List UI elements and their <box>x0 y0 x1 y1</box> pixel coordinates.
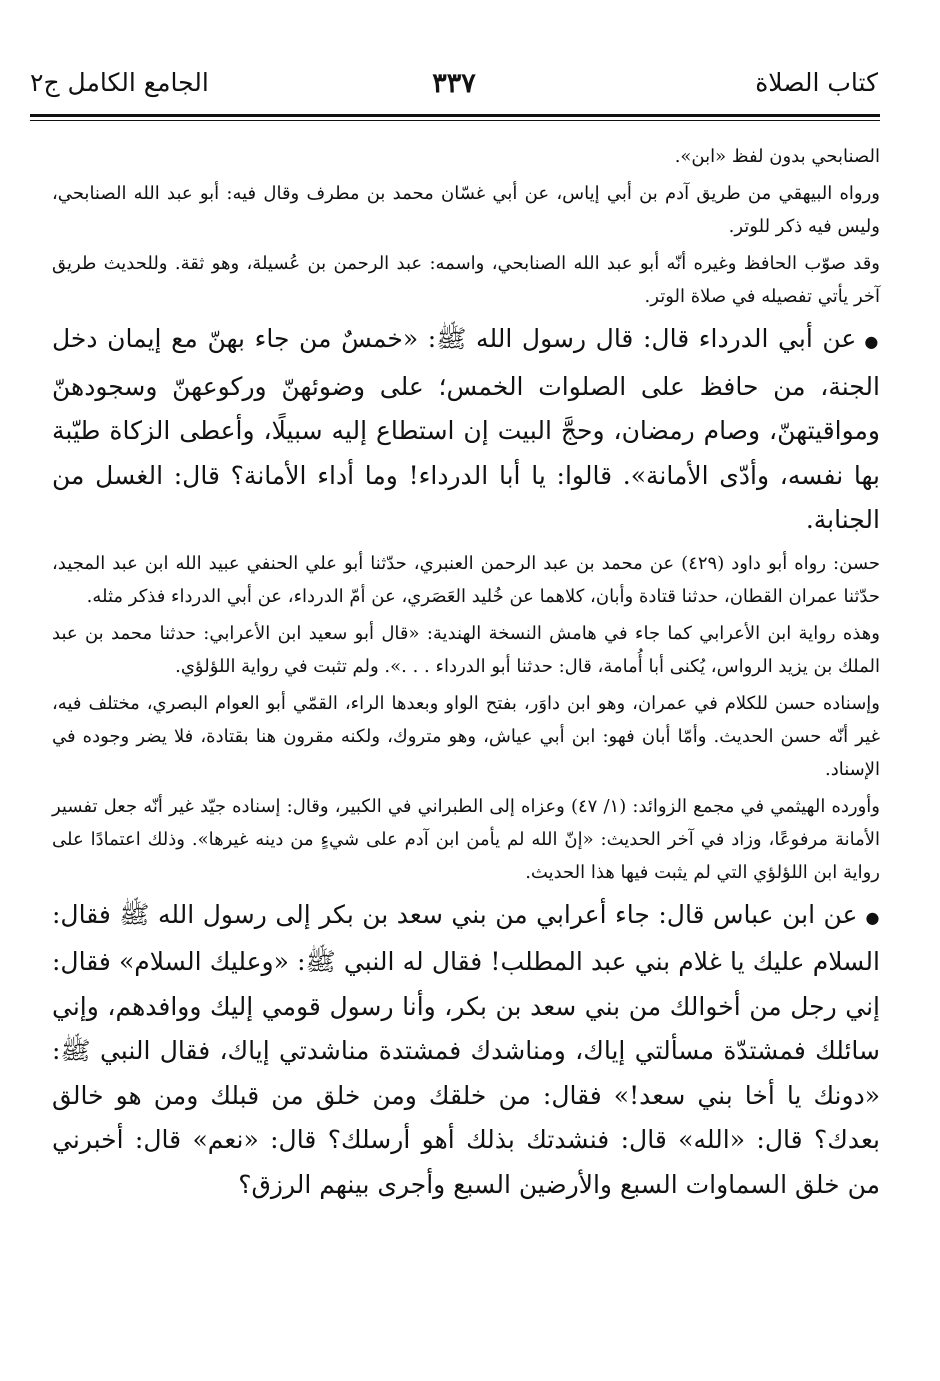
paragraph-text: وإسناده حسن للكلام في عمران، وهو ابن داوَر، بفتح الواو وبعدها الراء، القمّي أبو العوام البصري، مختلف فيه، غير أنّه حسن الحديث. وأمّا أبان فهو: ابن أبي عياش، وهو متروك، ولكنه مقرون هنا بقتادة، فلا يضر وجوده في الإسناد. <box>52 692 880 780</box>
work-title: الجامع الكامل ج٢ <box>30 68 209 97</box>
paragraph-text: وهذه رواية ابن الأعرابي كما جاء في هامش النسخة الهندية: «قال أبو سعيد ابن الأعرابي: حدثنا محمد بن عبد الملك بن يزيد الرواس، يُكنى أبا أُمامة، قال: حدثنا أبو الدرداء . . .». ولم تثبت في رواية اللؤلؤي. <box>52 622 880 677</box>
paragraph-text: عن ابن عباس قال: جاء أعرابي من بني سعد بن بكر إلى رسول الله ﷺ فقال: السلام عليك يا غلام بني عبد المطلب! فقال له النبي ﷺ: «وعليك السلام» فقال: إني رجل من أخوالك من بني سعد بن بكر، وأنا رسول قومي إليك ووافدهم، وإني سائلك فمشتدّة مسألتي إياك، ومناشدك فمشتدة مناشدتي إياك، فقال النبي ﷺ: «دونك يا أخا بني سعد!» فقال: من خلقك ومن خلق من قبلك ومن هو خالق بعدك؟ قال: «الله» قال: فنشدتك بذلك أهو أرسلك؟ قال: «نعم» قال: أخبرني من خلق السماوات السبع والأرضين السبع وأجرى بينهم الرزق؟ <box>52 899 880 1199</box>
paragraph-2 <box>52 177 880 243</box>
page-body <box>52 140 880 1211</box>
paragraph-1 <box>52 140 880 173</box>
paragraph-8 <box>52 790 880 889</box>
paragraph-7 <box>52 687 880 786</box>
header-rule-thick <box>30 114 880 117</box>
hadith-ibn-abbas <box>52 893 880 1208</box>
paragraph-text: عن أبي الدرداء قال: قال رسول الله ﷺ: «خمسٌ من جاء بهنّ مع إيمان دخل الجنة، من حافظ على الصلوات الخمس؛ على وضوئهنّ وركوعهنّ وسجودهنّ ومواقيتهنّ، وصام رمضان، وحجَّ البيت إن استطاع إليه سبيلًا، وأعطى الزكاة طيّبة بها نفسه، وأدّى الأمانة». قالوا: يا أبا الدرداء! وما أداء الأمانة؟ قال: الغسل من الجنابة. <box>52 324 880 534</box>
paragraph-text: الصنابحي بدون لفظ «ابن». <box>674 146 880 167</box>
book-title: كتاب الصلاة <box>755 68 878 97</box>
paragraph-3 <box>52 247 880 313</box>
paragraph-text: ورواه البيهقي من طريق آدم بن أبي إياس، عن أبي غسّان محمد بن مطرف وقال فيه: أبو عبد الله الصنابحي، وليس فيه ذكر للوتر. <box>52 183 880 237</box>
header-rule-thin <box>30 120 880 121</box>
paragraph-text: حسن: رواه أبو داود (٤٢٩) عن محمد بن عبد الرحمن العنبري، حدّثنا أبو علي الحنفي عبيد الله ابن عبد المجيد، حدّثنا عمران القطان، حدثنا قتادة وأبان، كلاهما عن خُليد العَصَري، عن أمّ الدرداء، عن أبي الدرداء فذكر مثله. <box>52 552 881 607</box>
bullet-icon: ● <box>865 907 880 927</box>
paragraph-5 <box>52 547 880 613</box>
paragraph-text: وقد صوّب الحافظ وغيره أنّه أبو عبد الله الصنابحي، واسمه: عبد الرحمن بن عُسيلة، وهو ثقة. وللحديث طريق آخر يأتي تفصيله في صلاة الوتر. <box>52 253 880 307</box>
paragraph-6 <box>52 617 880 683</box>
paragraph-text: وأورده الهيثمي في مجمع الزوائد: (١/ ٤٧) وعزاه إلى الطبراني في الكبير، وقال: إسناده جيّد غير أنّه جعل تفسير الأمانة مرفوعًا، وزاد في آخر الحديث: «إنّ الله لم يأمن ابن آدم على شيءٍ من دينه غيرها». وذلك اعتمادًا على رواية ابن اللؤلؤي التي لم يثبت فيها هذا الحديث. <box>52 795 880 883</box>
hadith-abu-darda <box>52 317 880 543</box>
running-header <box>30 68 878 112</box>
page-number: ٣٣٧ <box>432 68 476 99</box>
bullet-icon: ● <box>864 332 880 351</box>
